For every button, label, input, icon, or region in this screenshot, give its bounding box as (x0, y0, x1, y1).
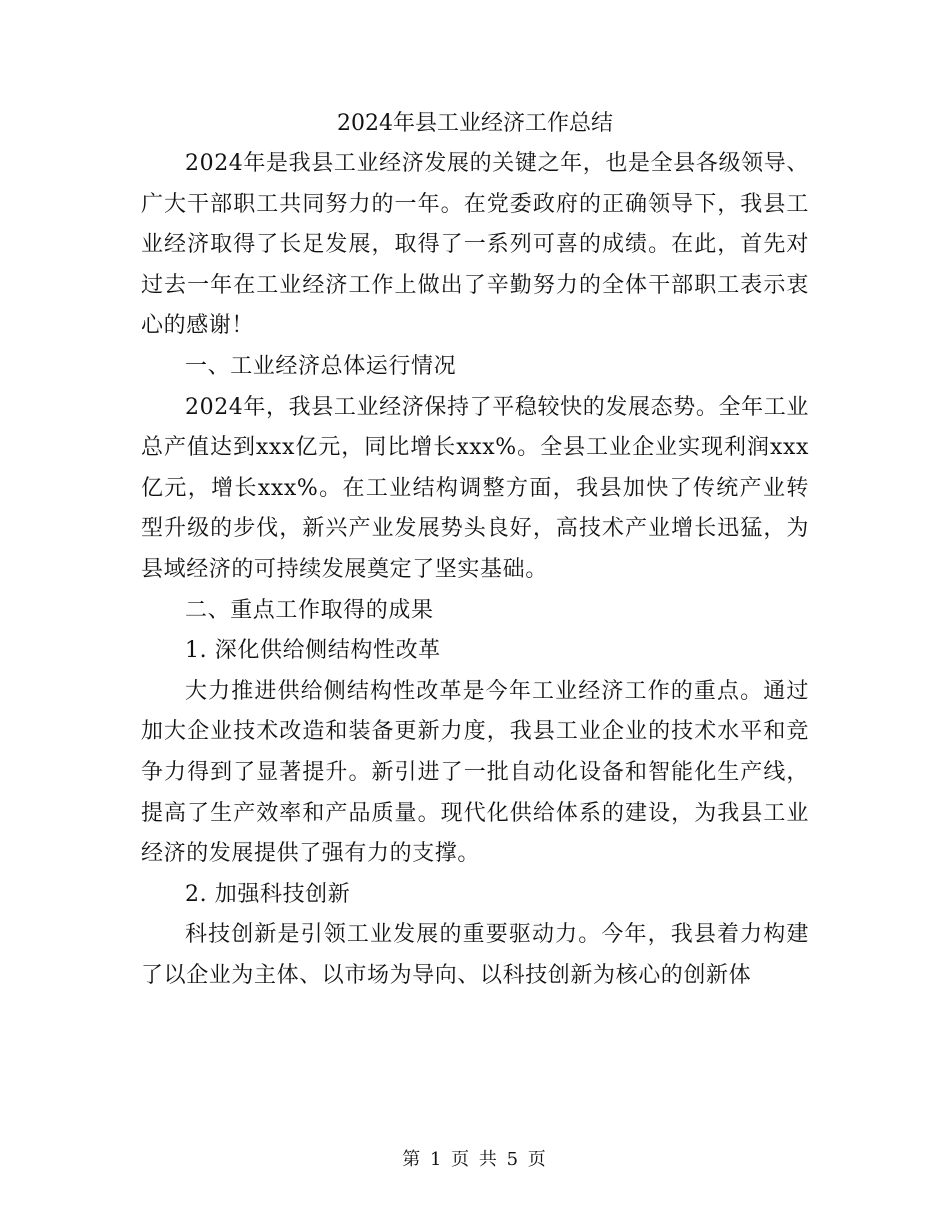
section-heading-overall: 一、工业经济总体运行情况 (185, 353, 457, 379)
paragraph-overall: 2024年，我县工业经济保持了平稳较快的发展态势。全年工业总产值达到xxx亿元，同比增长xxx%。全县工业企业实现利润xxx亿元，增长xxx%。在工业结构调整方面，我县加快了传统产业转型升级的步伐，新兴产业发展势头良好，高技术产业增长迅猛，为县域经济的可持续发展奠定了坚实基础。 (141, 394, 809, 582)
page-number-footer: 第 1 页 共 5 页 (402, 1149, 548, 1170)
paragraph-intro: 2024年是我县工业经济发展的关键之年，也是全县各级领导、广大干部职工共同努力的一年。在党委政府的正确领导下，我县工业经济取得了长足发展，取得了一系列可喜的成绩。在此，首先对过去一年在工业经济工作上做出了辛勤努力的全体干部职工表示衷心的感谢！ (141, 151, 809, 339)
subheading-tech-innovation: 2. 加强科技创新 (185, 881, 351, 907)
document-body (141, 104, 809, 996)
paragraph-supply-side-reform: 大力推进供给侧结构性改革是今年工业经济工作的重点。通过加大企业技术改造和装备更新力度，我县工业企业的技术水平和竞争力得到了显著提升。新引进了一批自动化设备和智能化生产线，提高了生产效率和产品质量。现代化供给体系的建设，为我县工业经济的发展提供了强有力的支撑。 (141, 678, 809, 867)
paragraph-tech-innovation: 科技创新是引领工业发展的重要驱动力。今年，我县着力构建了以企业为主体、以市场为导向、以科技创新为核心的创新体 (141, 922, 809, 988)
subheading-supply-side-reform: 1. 深化供给侧结构性改革 (185, 638, 441, 664)
document-title: 2024年县工业经济工作总结 (337, 111, 613, 136)
section-heading-achievements: 二、重点工作取得的成果 (185, 597, 434, 623)
